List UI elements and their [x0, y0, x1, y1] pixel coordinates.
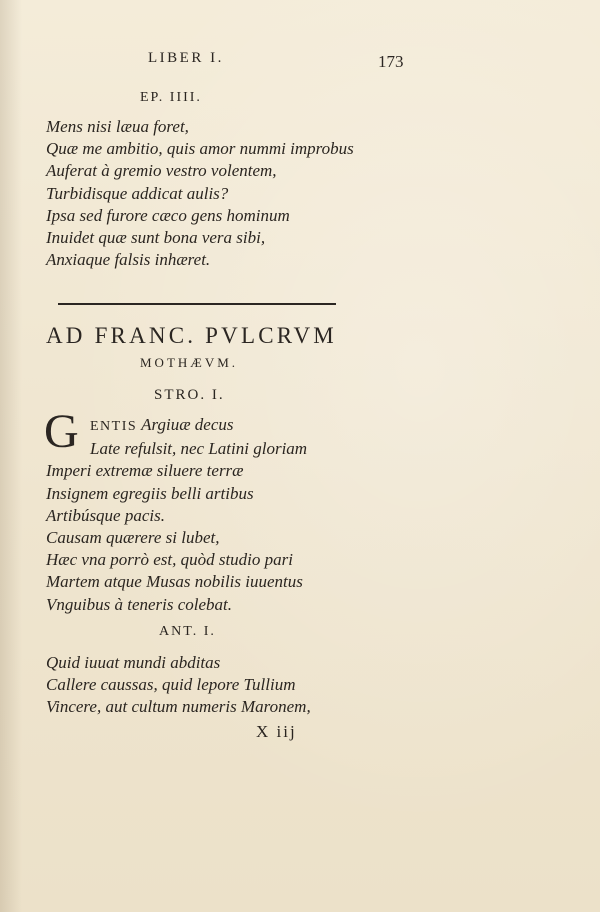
page-number: 173: [378, 52, 404, 71]
verse-line: Ipsa sed furore cæco gens hominum: [46, 205, 290, 225]
epigram-verse-block: [46, 116, 476, 271]
first-word-smallcaps: ENTIS: [90, 419, 138, 434]
verse-line: Anxiaque falsis inhæret.: [46, 250, 211, 270]
verse-line: Auferat à gremio vestro volentem,: [46, 161, 277, 181]
antistrophe-verse-block: [46, 652, 476, 719]
drop-cap: G: [44, 405, 79, 458]
verse-line: Imperi extremæ siluere terræ: [46, 461, 244, 481]
verse-line: Insignem egregiis belli artibus: [46, 483, 254, 503]
verse-line: Vnguibus à teneris colebat.: [46, 594, 233, 614]
verse-line: Quid iuuat mundi abditas: [46, 653, 221, 672]
verse-line: Martem atque Musas nobilis iuuentus: [46, 572, 303, 592]
antistrophe-heading: ANT. I.: [159, 624, 216, 639]
poem-title: AD FRANC. PVLCRVM: [46, 323, 337, 348]
epigram-heading: EP. IIII.: [140, 90, 202, 105]
running-head: LIBER I.: [148, 50, 224, 66]
section-divider: [58, 303, 336, 305]
verse-line: Quæ me ambitio, quis amor nummi improbus: [46, 139, 354, 159]
verse-line: Callere caussas, quid lepore Tullium: [46, 675, 296, 695]
strophe-heading: STRO. I.: [154, 387, 225, 403]
signature-mark: X iij: [256, 722, 297, 741]
verse-line: Mens nisi læua foret,: [46, 117, 189, 136]
strophe-verse-block: [46, 414, 476, 616]
verse-line-first: [46, 414, 476, 438]
verse-line: Causam quærere si lubet,: [46, 528, 220, 548]
verse-line: Hæc vna porrò est, quòd studio pari: [46, 550, 293, 570]
verse-line: Inuidet quæ sunt bona vera sibi,: [46, 228, 266, 248]
verse-line: Late refulsit, nec Latini gloriam: [90, 439, 308, 459]
gutter-shadow: [0, 0, 22, 912]
poem-subtitle: MOTHÆVM.: [140, 355, 239, 370]
first-line-rest: Argiuæ decus: [137, 415, 234, 434]
verse-line: Turbidisque addicat aulis?: [46, 183, 229, 203]
verse-line: Artibúsque pacis.: [46, 505, 165, 525]
verse-line: Vincere, aut cultum numeris Maronem,: [46, 697, 311, 717]
